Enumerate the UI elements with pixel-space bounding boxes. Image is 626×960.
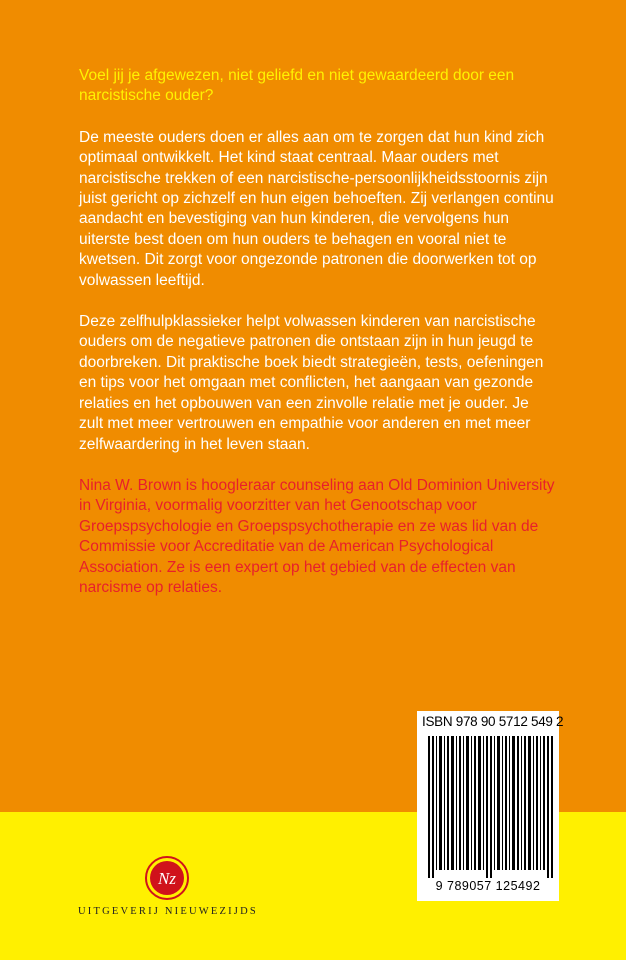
publisher-logo-icon (144, 855, 190, 901)
blurb-paragraph-1: De meeste ouders doen er alles aan om te zorgen dat hun kind zich optimaal ontwikkelt. Het kind staat centraal. Maar ouders met narcistische trekken of een narcistische-persoonlijkheidsstoornis zijn juist gericht op zichzelf en hun eigen behoeften. Zij verlangen continu aandacht en bevestiging van hun kinderen, die vervolgens hun uiterste best doen om hun ouders te behagen en vooral niet te kwetsen. Dit zorgt voor ongezonde patronen die doorwerken tot op volwassen leeftijd. (79, 128, 554, 289)
publisher-name: UITGEVERIJ NIEUWEZIJDS (78, 906, 258, 917)
blurb-paragraph-2: Deze zelfhulpklassieker helpt volwassen kinderen van narcistische ouders om de negatieve patronen die ontstaan zijn in hun jeugd te doorbreken. Dit praktische boek biedt strategieën, tests, oefeningen en tips voor het omgaan met conflicten, het aangaan van gezonde relaties en het opbouwen van een zinvolle relatie met je ouder. Je zult met meer vertrouwen en empathie voor anderen en met meer zelfwaardering in het leven staan. (79, 313, 544, 453)
barcode-digits: 9 789057 125492 (435, 879, 541, 893)
author-bio: Nina W. Brown is hoogleraar counseling aan Old Dominion University in Virginia, voormalig voorzitter van het Genootschap voor Groepspsychologie en Groepspsychotherapie en ze was lid van de Commissie voor Accreditatie van de American Psychological Association. Ze is een expert op het gebied van de effecten van narcisme op relaties. (79, 476, 555, 596)
blurb-column (79, 66, 557, 598)
headline: Voel jij je afgewezen, niet geliefd en niet gewaardeerd door een narcistische ouder? (79, 67, 515, 105)
isbn-label: ISBN 978 90 5712 549 2 (422, 714, 564, 729)
publisher-logo-text: Nz (158, 869, 176, 888)
barcode-icon (428, 736, 554, 878)
